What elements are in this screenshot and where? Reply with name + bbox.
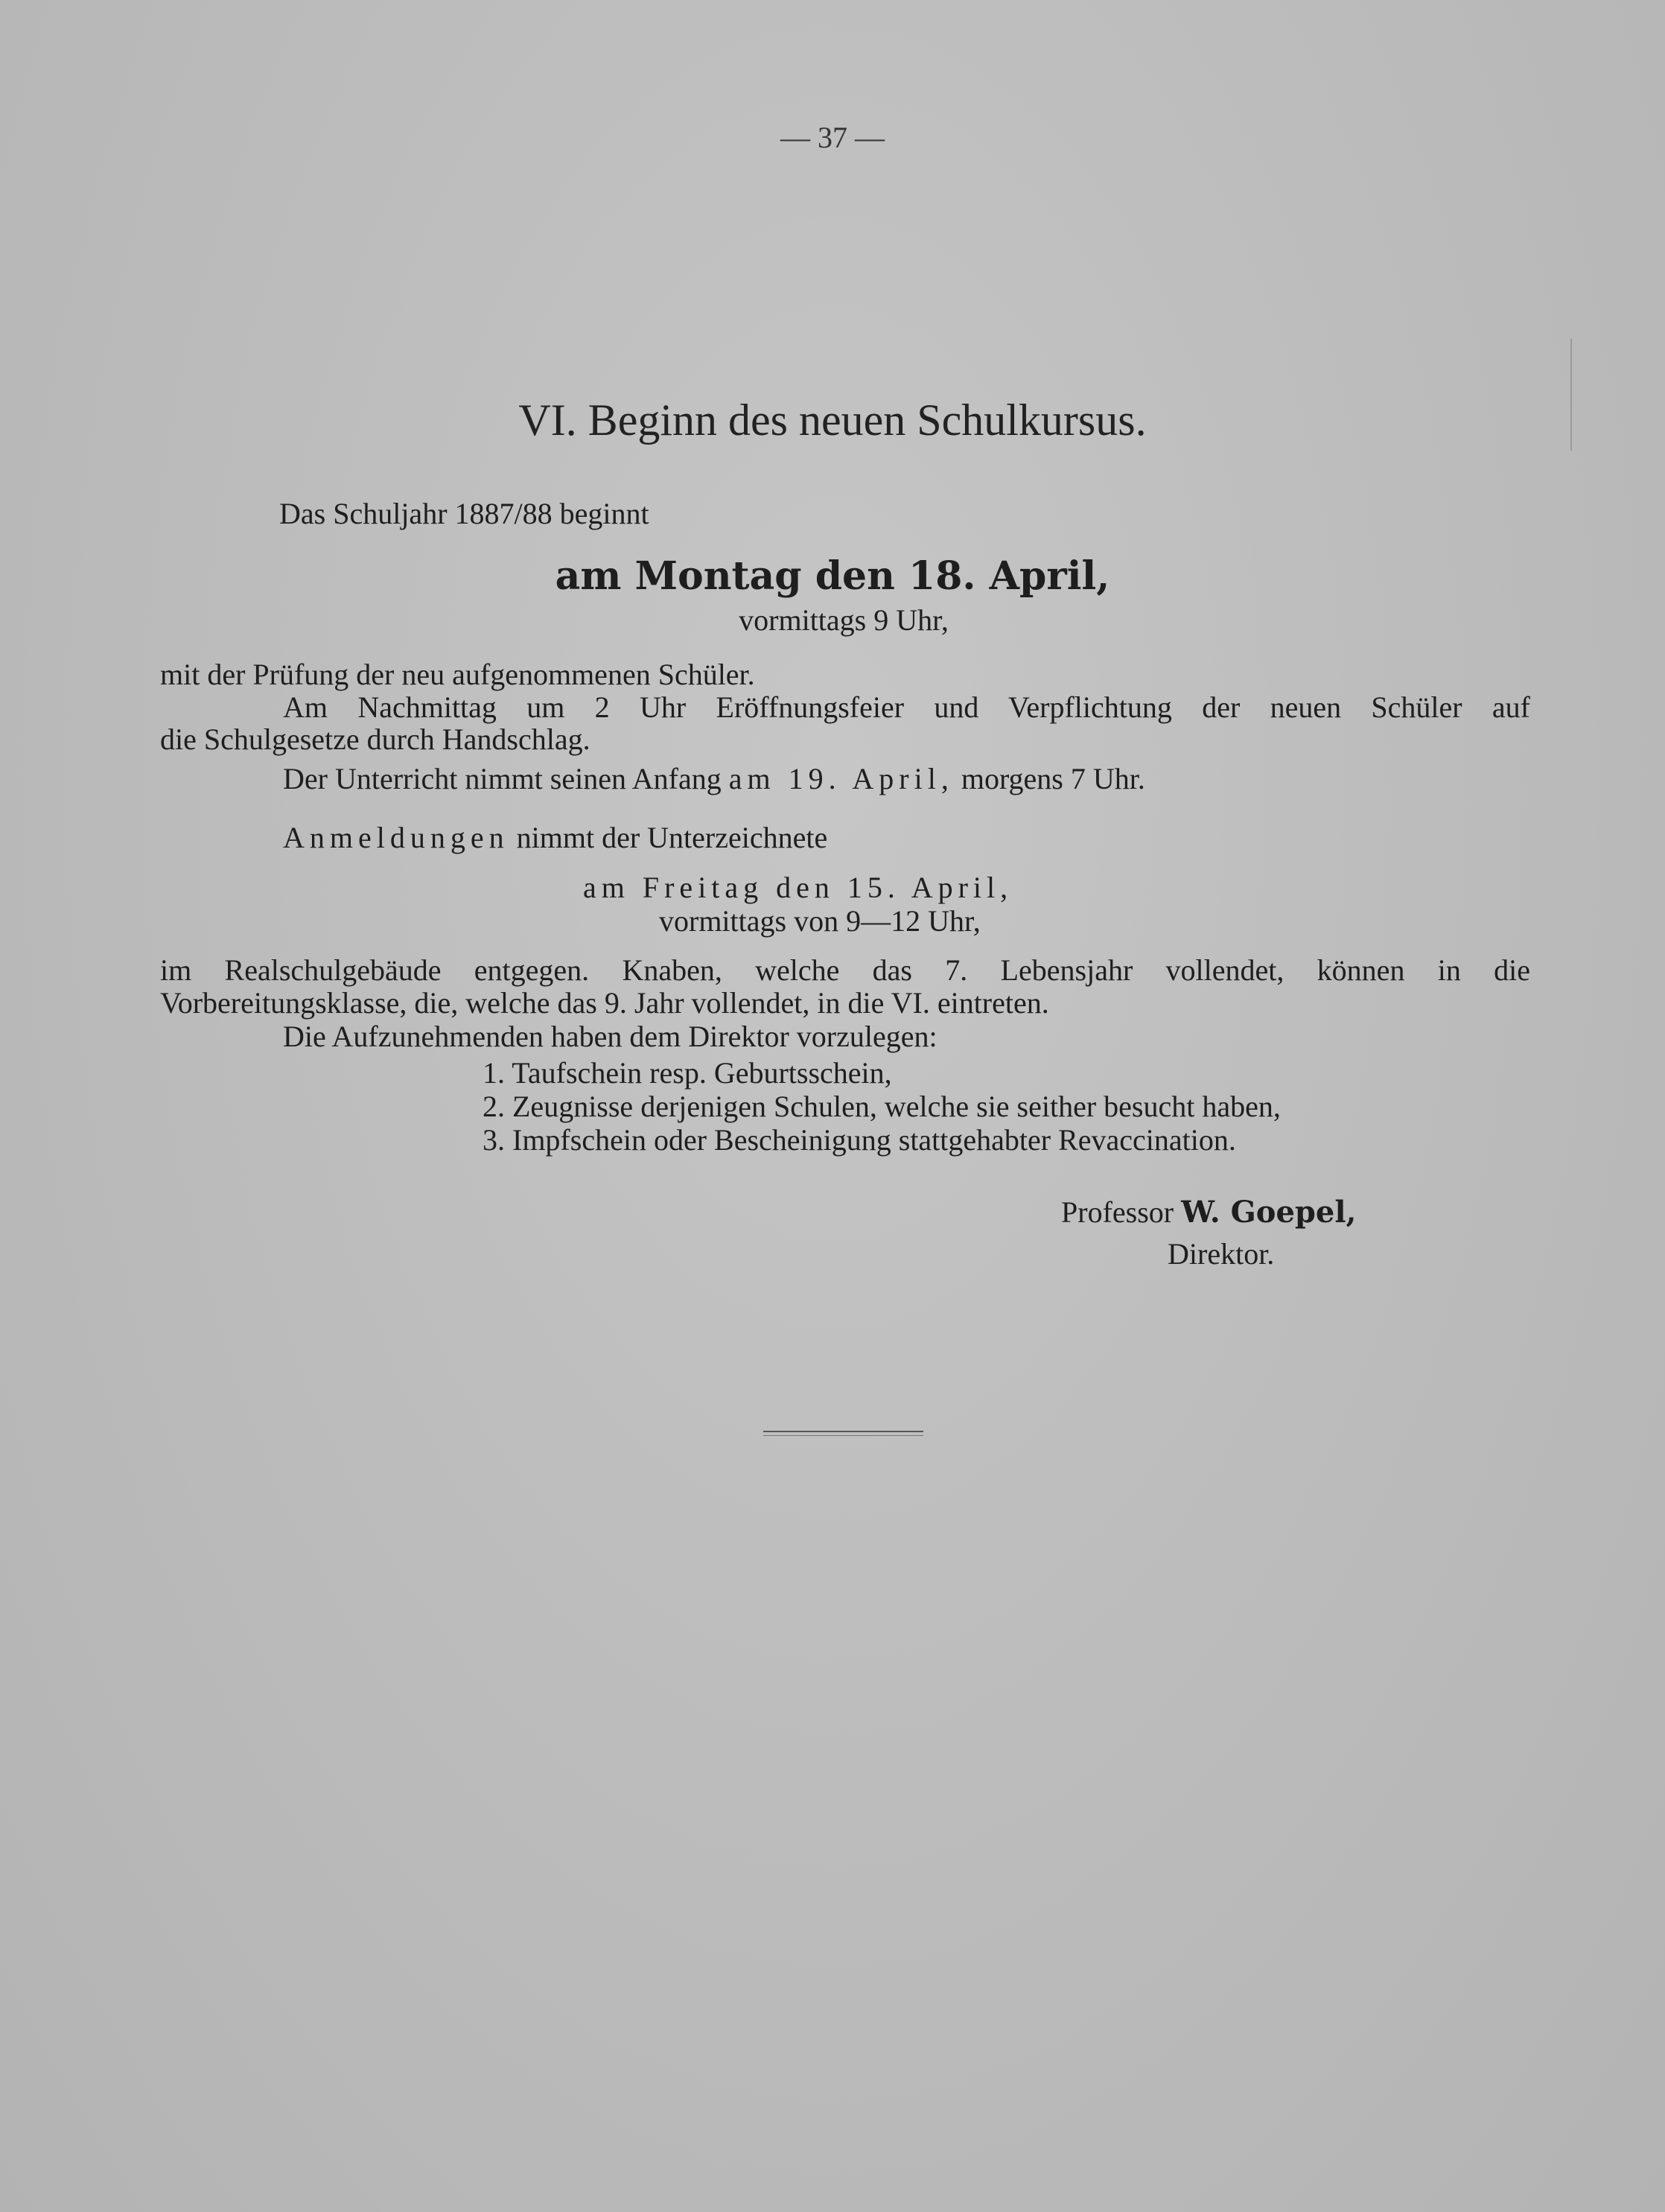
lessons-suffix: morgens 7 Uhr. bbox=[961, 762, 1145, 795]
building-line-1: im Realschulgebäude entgegen. Knaben, welche das 7. Lebensjahr vollendet, können in die bbox=[160, 953, 1530, 987]
page-number: — 37 — bbox=[780, 121, 885, 154]
registration-date: am Freitag den 15. April, bbox=[583, 871, 1013, 904]
signature-line bbox=[1061, 1195, 1357, 1230]
afternoon-line-1: Am Nachmittag um 2 Uhr Eröffnungsfeier und Verpflichtung der neuen Schüler auf bbox=[283, 690, 1530, 724]
section-heading: VI. Beginn des neuen Schulkursus. bbox=[518, 395, 1147, 445]
registration-rest: nimmt der Unterzeichnete bbox=[516, 821, 828, 854]
signature-role: Direktor. bbox=[1168, 1237, 1275, 1271]
signature-title: Professor bbox=[1061, 1195, 1174, 1229]
registration-heading: Anmeldungen bbox=[283, 821, 509, 854]
lessons-date: am 19. April, bbox=[728, 762, 954, 795]
end-rule-underline bbox=[763, 1435, 923, 1436]
lessons-prefix: Der Unterricht nimmt seinen Anfang bbox=[283, 762, 722, 795]
start-time: vormittags 9 Uhr, bbox=[739, 603, 949, 637]
document-item: 3. Impfschein oder Bescheinigung stattgehabter Revaccination. bbox=[483, 1123, 1236, 1157]
documents-intro: Die Aufzunehmenden haben dem Direktor vorzulegen: bbox=[283, 1020, 937, 1053]
registration-line bbox=[283, 823, 827, 853]
signature-name: W. Goepel, bbox=[1181, 1195, 1357, 1230]
start-date: am Montag den 18. April, bbox=[555, 553, 1110, 599]
document-item: 1. Taufschein resp. Geburtsschein, bbox=[483, 1056, 892, 1090]
end-rule bbox=[763, 1431, 923, 1432]
exam-line: mit der Prüfung der neu aufgenommenen Schüler. bbox=[160, 658, 755, 691]
registration-time: vormittags von 9—12 Uhr, bbox=[659, 904, 981, 938]
afternoon-line-2: die Schulgesetze durch Handschlag. bbox=[160, 722, 590, 756]
document-item: 2. Zeugnisse derjenigen Schulen, welche sie seither besucht haben, bbox=[483, 1090, 1281, 1123]
school-year-line: Das Schuljahr 1887/88 beginnt bbox=[279, 497, 649, 530]
building-line-2: Vorbereitungsklasse, die, welche das 9. Jahr vollendet, in die VI. eintreten. bbox=[160, 986, 1049, 1020]
lessons-line bbox=[283, 764, 1145, 794]
